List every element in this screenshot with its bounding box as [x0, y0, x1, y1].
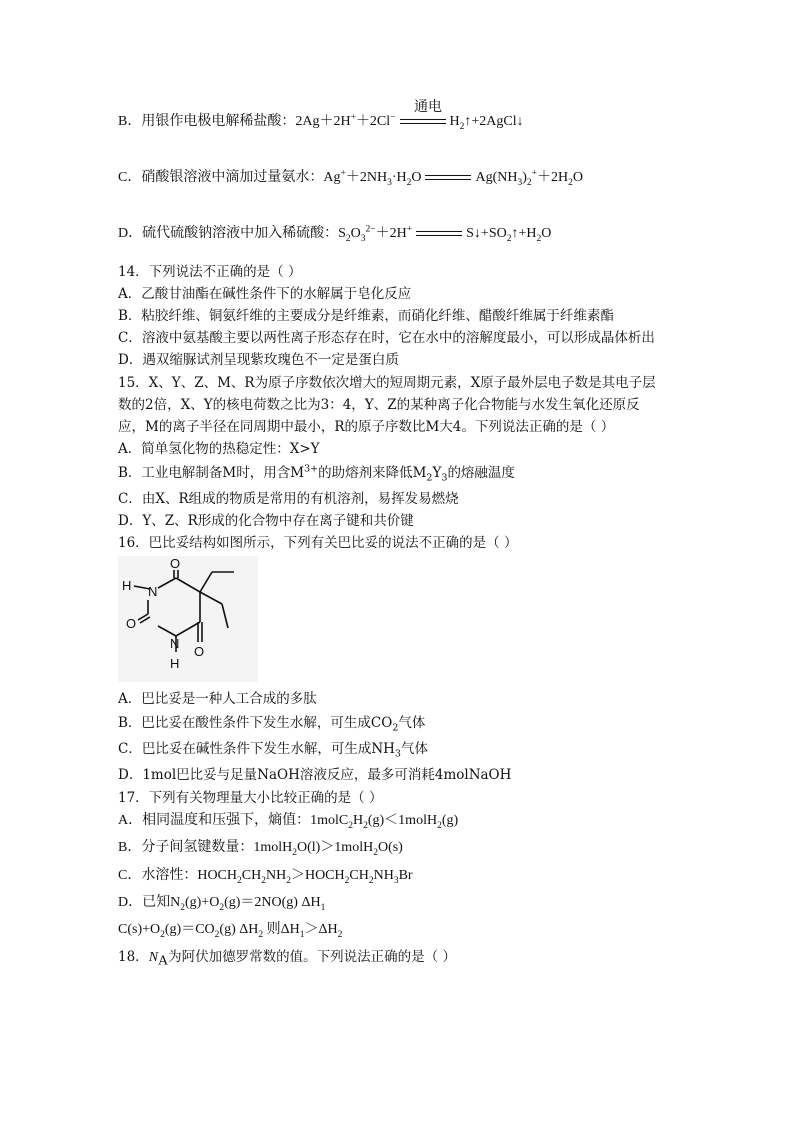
structure-atom-h-top: H — [122, 578, 132, 593]
q17-option-c: C．水溶性：$HOCH_2CH_2NH_2>HOCH_2CH_2NH_3Br$ — [118, 868, 413, 886]
q15-option-b: B．工业电解制备M时，用含$M^{3+}$的助熔剂来降低$M_2Y_3$的熔融温度 — [118, 463, 515, 484]
structure-atom-o-bottom: O — [194, 644, 205, 659]
q17-option-d-line2: $C(s)+O_2(g)=CO_2(g)$ $\Delta H_2$ 则$\Delta H_1>\Delta H_2$ — [118, 922, 343, 940]
electrolysis-label: 通电 — [414, 99, 442, 115]
q13-option-d: D．硫代硫酸钠溶液中加入稀硫酸：$S_2O_3^{2-}+2H^+$ $S↓+SO_2↑+H_2O$ — [118, 224, 552, 244]
q14-stem: 14．下列说法不正确的是（ ） — [118, 264, 302, 280]
q13-option-c: C．硝酸银溶液中滴加过量氨水：$Ag^++2NH_3\cdot H_2O$ $Ag(NH_3)_2^++2H_2O$ — [118, 168, 583, 188]
q17-option-a: A．相同温度和压强下，熵值：$1molC_2H_2(g)<1molH_2(g)$ — [118, 813, 459, 831]
reaction-arrow — [425, 174, 471, 182]
structure-atom-o-top: O — [170, 556, 181, 571]
q13-option-b: B．用银作电极电解稀盐酸：2Ag＋2H+＋2Cl− $H_2↑+2AgCl↓$ — [118, 112, 524, 132]
q14-option-d: D．遇双缩脲试剂呈现紫玫瑰色不一定是蛋白质 — [118, 352, 399, 368]
q15-stem-line1: 15．X、Y、Z、M、R为原子序数依次增大的短周期元素，X原子最外层电子数是其电子层 — [118, 375, 656, 391]
reaction-arrow — [400, 118, 446, 126]
structure-atom-n-top: N — [148, 584, 158, 599]
q14-option-a: A．乙酸甘油酯在碱性条件下的水解属于皂化反应 — [118, 286, 412, 302]
structure-atom-n-bottom: N — [170, 636, 180, 651]
q15-option-c: C．由X、R组成的物质是常用的有机溶剂，易挥发易燃烧 — [118, 491, 459, 507]
q16-option-b: B．巴比妥在酸性条件下发生水解，可生成$CO_2$气体 — [118, 715, 426, 734]
structure-atom-o-left: O — [126, 616, 137, 631]
q16-stem: 16．巴比妥结构如图所示，下列有关巴比妥的说法不正确的是（ ） — [118, 535, 518, 551]
reaction-arrow — [416, 230, 462, 238]
q18-stem: 18．$N_A$为阿伏加德罗常数的值。下列说法正确的是（ ） — [118, 949, 456, 969]
q14-option-b: B．粘胶纤维、铜氨纤维的主要成分是纤维素，而硝化纤维、醋酸纤维属于纤维素酯 — [118, 308, 614, 324]
q16-option-d: D．1mol巴比妥与足量NaOH溶液反应，最多可消耗4molNaOH — [118, 767, 512, 783]
q17-option-b: B．分子间氢键数量：1molH$_2$O(l)＞1molH$_2$O(s) — [118, 840, 403, 858]
q16-option-a: A．巴比妥是一种人工合成的多肽 — [118, 691, 317, 707]
q15-stem-line3: 应，M的离子半径在同周期中最小，R的原子序数比M大4。下列说法正确的是（ ） — [118, 419, 615, 435]
q15-option-a: A．简单氢化物的热稳定性：X>Y — [118, 441, 320, 457]
q14-option-c: C．溶液中氨基酸主要以两性离子形态存在时，它在水中的溶解度最小，可以形成晶体析出 — [118, 330, 655, 346]
q15-option-d: D．Y、Z、R形成的化合物中存在离子键和共价键 — [118, 513, 414, 529]
q16-option-c: C．巴比妥在碱性条件下发生水解，可生成$NH_3$气体 — [118, 741, 428, 760]
q17-option-d: D．已知$N_2(g)+O_2(g)=2NO(g)$ $\Delta H_1$ — [118, 895, 326, 913]
barbital-structure-image — [118, 556, 258, 682]
q15-stem-line2: 数的2倍，X、Y的核电荷数之比为3：4，Y、Z的某种离子化合物能与水发生氧化还原反 — [118, 397, 640, 413]
structure-atom-h-bottom: H — [170, 656, 180, 671]
q17-stem: 17．下列有关物理量大小比较正确的是（ ） — [118, 790, 383, 806]
